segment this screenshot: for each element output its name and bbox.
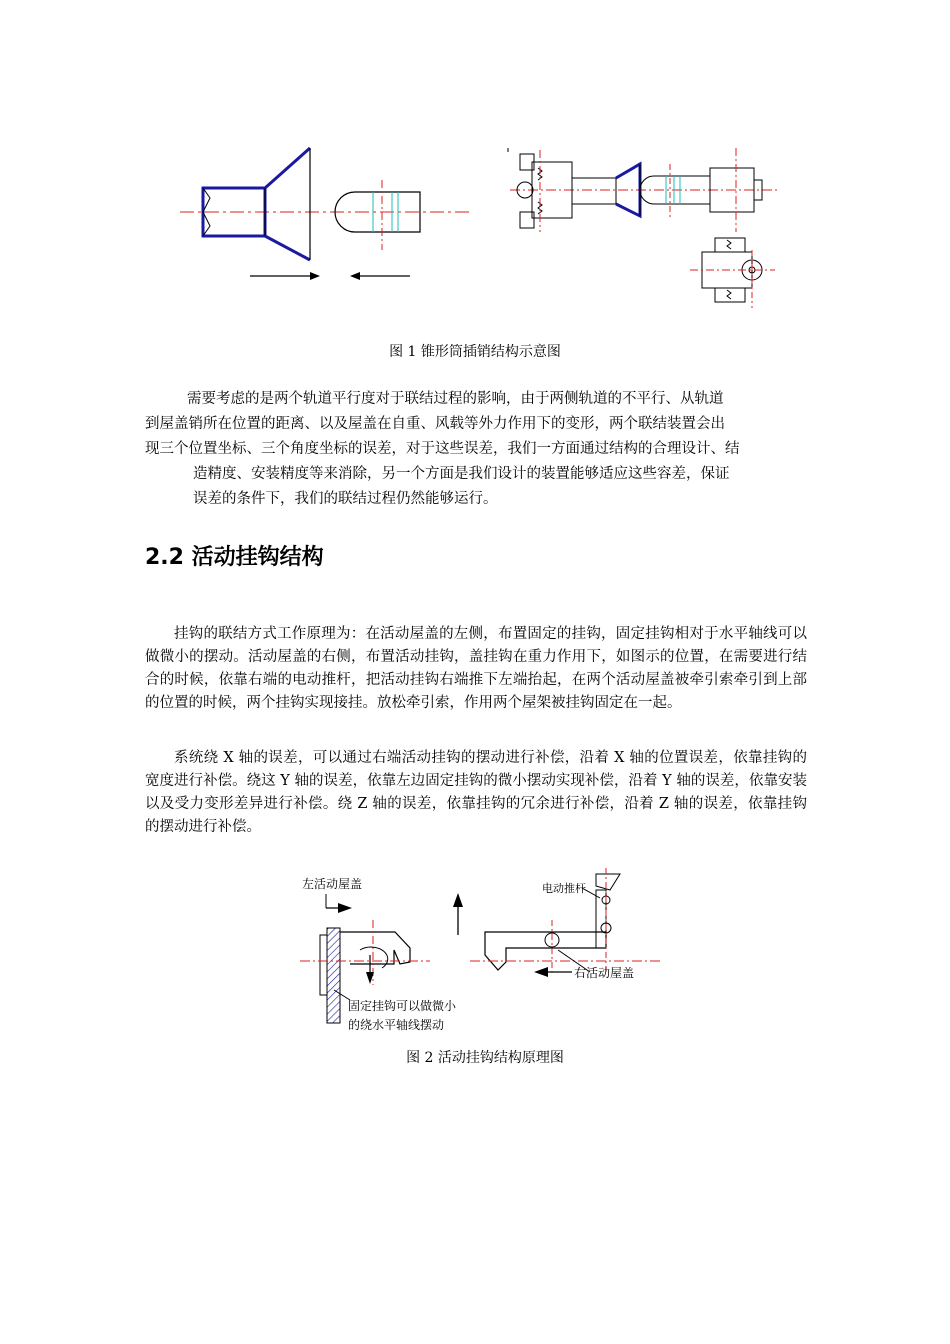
label-fixed-hook-line1: 固定挂钩可以做微小 — [348, 999, 457, 1013]
paragraph-1-line: 需要考虑的是两个轨道平行度对于联结过程的影响，由于两侧轨道的不平行、从轨道 — [187, 391, 724, 407]
insert-pin — [335, 180, 420, 250]
paragraph-1-line: 误差的条件下，我们的联结过程仍然能够运行。 — [193, 491, 498, 507]
label-actuator: 电动推杆 — [542, 882, 586, 895]
label-left-cover: 左活动屋盖 — [302, 877, 363, 891]
figure-2-caption: 图 2 活动挂钩结构原理图 — [406, 1050, 564, 1066]
cone-tube — [180, 148, 470, 260]
label-right-cover: 右活动屋盖 — [574, 966, 635, 980]
label-fixed-hook-line2: 的绕水平轴线摆动 — [348, 1018, 445, 1032]
paragraph-1-line: 到屋盖销所在位置的距离、以及屋盖在自重、风载等外力作用下的变形，两个联结装置会出 — [145, 416, 725, 432]
section-heading: 2.2 活动挂钩结构 — [145, 545, 324, 570]
direction-arrows — [250, 272, 410, 280]
figure-1-drawing — [170, 140, 790, 320]
lower-hook-detail — [690, 238, 775, 308]
left-arrow — [534, 967, 572, 977]
paragraph-3: 系统绕 X 轴的误差，可以通过右端活动挂钩的摆动进行补偿，沿着 X 轴的位置误差，依靠挂钩的宽度进行补偿。绕这 Y 轴的误差，依靠左边固定挂钩的微小摆动实现补偿，沿着 Y 轴的误差，依靠安装以及受力变形差异进行补偿。绕 Z 轴的误差，依靠挂钩的冗余进行补偿，沿着 Z 轴的误差，依靠挂钩的摆动进行补偿。 — [145, 750, 807, 835]
figure-2-drawing — [290, 860, 670, 1040]
pin-assembly — [508, 148, 780, 232]
figure-1-caption: 图 1 锥形筒插销结构示意图 — [389, 344, 561, 360]
paragraph-2: 挂钩的联结方式工作原理为：在活动屋盖的左侧，布置固定的挂钩，固定挂钩相对于水平轴线可以做微小的摆动。活动屋盖的右侧，布置活动挂钩，盖挂钩在重力作用下，如图示的位置，在需要进行结合的时候，依靠右端的电动推杆，把活动挂钩右端推下左端抬起，在两个活动屋盖被牵引索牵引到上部的位置的时候，两个挂钩实现接挂。放松牵引索，作用两个屋架被挂钩固定在一起。 — [145, 626, 807, 711]
paragraph-1-line: 现三个位置坐标、三个角度坐标的误差，对于这些误差，我们一方面通过结构的合理设计、结 — [145, 441, 740, 457]
paragraph-1 — [145, 387, 807, 512]
paragraph-1-line: 造精度、安装精度等来消除，另一个方面是我们设计的装置能够适应这些容差，保证 — [193, 466, 730, 482]
up-arrow — [453, 893, 463, 935]
